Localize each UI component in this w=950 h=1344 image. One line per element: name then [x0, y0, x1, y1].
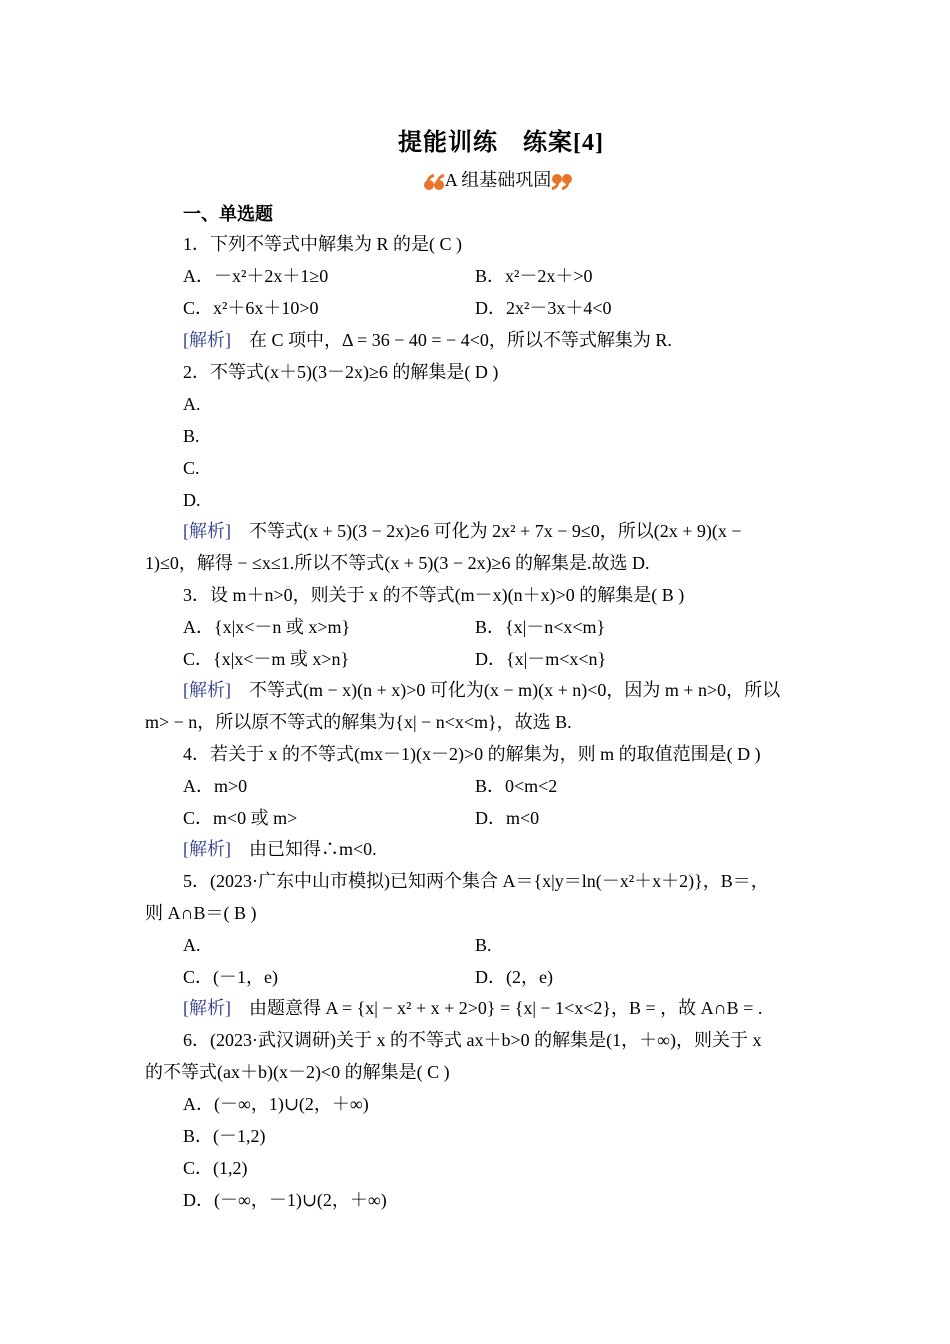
- q6-stem-2: 的不等式(ax＋b)(x－2)<0 的解集是( C ): [145, 1062, 450, 1082]
- q5-stem-1: 5．(2023·广东中山市模拟)已知两个集合 A＝{x|y＝ln(－x²＋x＋2)}，B＝，: [183, 871, 769, 891]
- q3-stem: 3．设 m＋n>0，则关于 x 的不等式(m－x)(n＋x)>0 的解集是( B ): [183, 585, 685, 605]
- q2-option-b: B.: [183, 426, 200, 446]
- q4-analysis: [183, 837, 853, 861]
- q1-option-c: C．x²＋6x＋10>0: [183, 298, 319, 318]
- analysis-label: [解析]: [183, 998, 231, 1018]
- q5-option-b: B.: [475, 935, 492, 955]
- q6-stem-1: 6．(2023·武汉调研)关于 x 的不等式 ax＋b>0 的解集是(1，＋∞)，则关于 x: [183, 1030, 762, 1050]
- q1-analysis-text: 在 C 项中，Δ = 36 − 40 = − 4<0，所以不等式解集为 R.: [249, 330, 672, 350]
- q5-analysis-text: 由题意得 A = {x| − x² + x + 2>0} = {x| − 1<x<2}，B = ，故 A∩B = .: [249, 998, 763, 1018]
- q4-analysis-text: 由已知得∴m<0.: [249, 839, 377, 859]
- section-banner: [0, 168, 950, 192]
- analysis-label: [解析]: [183, 330, 231, 350]
- q6-option-c: C．(1,2): [183, 1158, 248, 1178]
- q3-analysis-text-2: m> − n，所以原不等式的解集为{x| − n<x<m}，故选 B.: [145, 712, 572, 732]
- q5-stem-2: 则 A∩B＝( B ): [145, 903, 257, 923]
- open-quote-icon: [423, 172, 445, 192]
- page-title: 提能训练 练案[4]: [398, 130, 604, 156]
- q4-option-d: D．m<0: [475, 808, 540, 828]
- q5-option-c: C．(－1，e): [183, 967, 278, 987]
- q4-option-b: B．0<m<2: [475, 776, 558, 796]
- q3-option-a: A．{x|x<－n 或 x>m}: [183, 617, 351, 637]
- q2-analysis-text-1: 不等式(x + 5)(3 − 2x)≥6 可化为 2x² + 7x − 9≤0，所以(2x + 9)(x −: [249, 521, 742, 541]
- q2-option-c: C.: [183, 458, 200, 478]
- q2-analysis-text-2: 1)≤0，解得 − ≤x≤1.所以不等式(x + 5)(3 − 2x)≥6 的解集是.故选 D.: [145, 553, 650, 573]
- q3-analysis-text-1: 不等式(m − x)(n + x)>0 可化为(x − m)(x + n)<0，因为 m + n>0，所以: [249, 680, 781, 700]
- q4-option-a: A．m>0: [183, 776, 248, 796]
- analysis-label: [解析]: [183, 521, 231, 541]
- q4-stem: 4．若关于 x 的不等式(mx－1)(x－2)>0 的解集为，则 m 的取值范围是( D ): [183, 744, 761, 764]
- close-quote-icon: [551, 172, 573, 192]
- q1-stem: 1．下列不等式中解集为 R 的是( C ): [183, 234, 462, 254]
- q2-option-a: A.: [183, 394, 201, 414]
- part-heading: 一、单选题: [183, 204, 273, 224]
- section-label: A 组基础巩固: [444, 170, 552, 190]
- q3-analysis: [183, 678, 853, 702]
- q1-option-d: D．2x²－3x＋4<0: [475, 298, 612, 318]
- q3-option-b: B．{x|－n<x<m}: [475, 617, 606, 637]
- q3-option-d: D．{x|－m<x<n}: [475, 649, 607, 669]
- q3-option-c: C．{x|x<－m 或 x>n}: [183, 649, 350, 669]
- q4-option-c: C．m<0 或 m>: [183, 808, 298, 828]
- q1-analysis: [183, 328, 853, 352]
- analysis-label: [解析]: [183, 680, 231, 700]
- q6-option-b: B．(－1,2): [183, 1126, 266, 1146]
- q2-option-d: D.: [183, 490, 201, 510]
- q5-option-d: D．(2，e): [475, 967, 553, 987]
- q5-option-a: A.: [183, 935, 201, 955]
- q2-analysis: [183, 519, 853, 543]
- q6-option-a: A．(－∞，1)∪(2，＋∞): [183, 1094, 369, 1114]
- q1-option-a: A．－x²＋2x＋1≥0: [183, 266, 329, 286]
- q2-stem: 2．不等式(x＋5)(3－2x)≥6 的解集是( D ): [183, 362, 499, 382]
- q6-option-d: D．(－∞，－1)∪(2，＋∞): [183, 1190, 387, 1210]
- q1-option-b: B．x²－2x＋>0: [475, 266, 593, 286]
- analysis-label: [解析]: [183, 839, 231, 859]
- q5-analysis: [183, 996, 853, 1020]
